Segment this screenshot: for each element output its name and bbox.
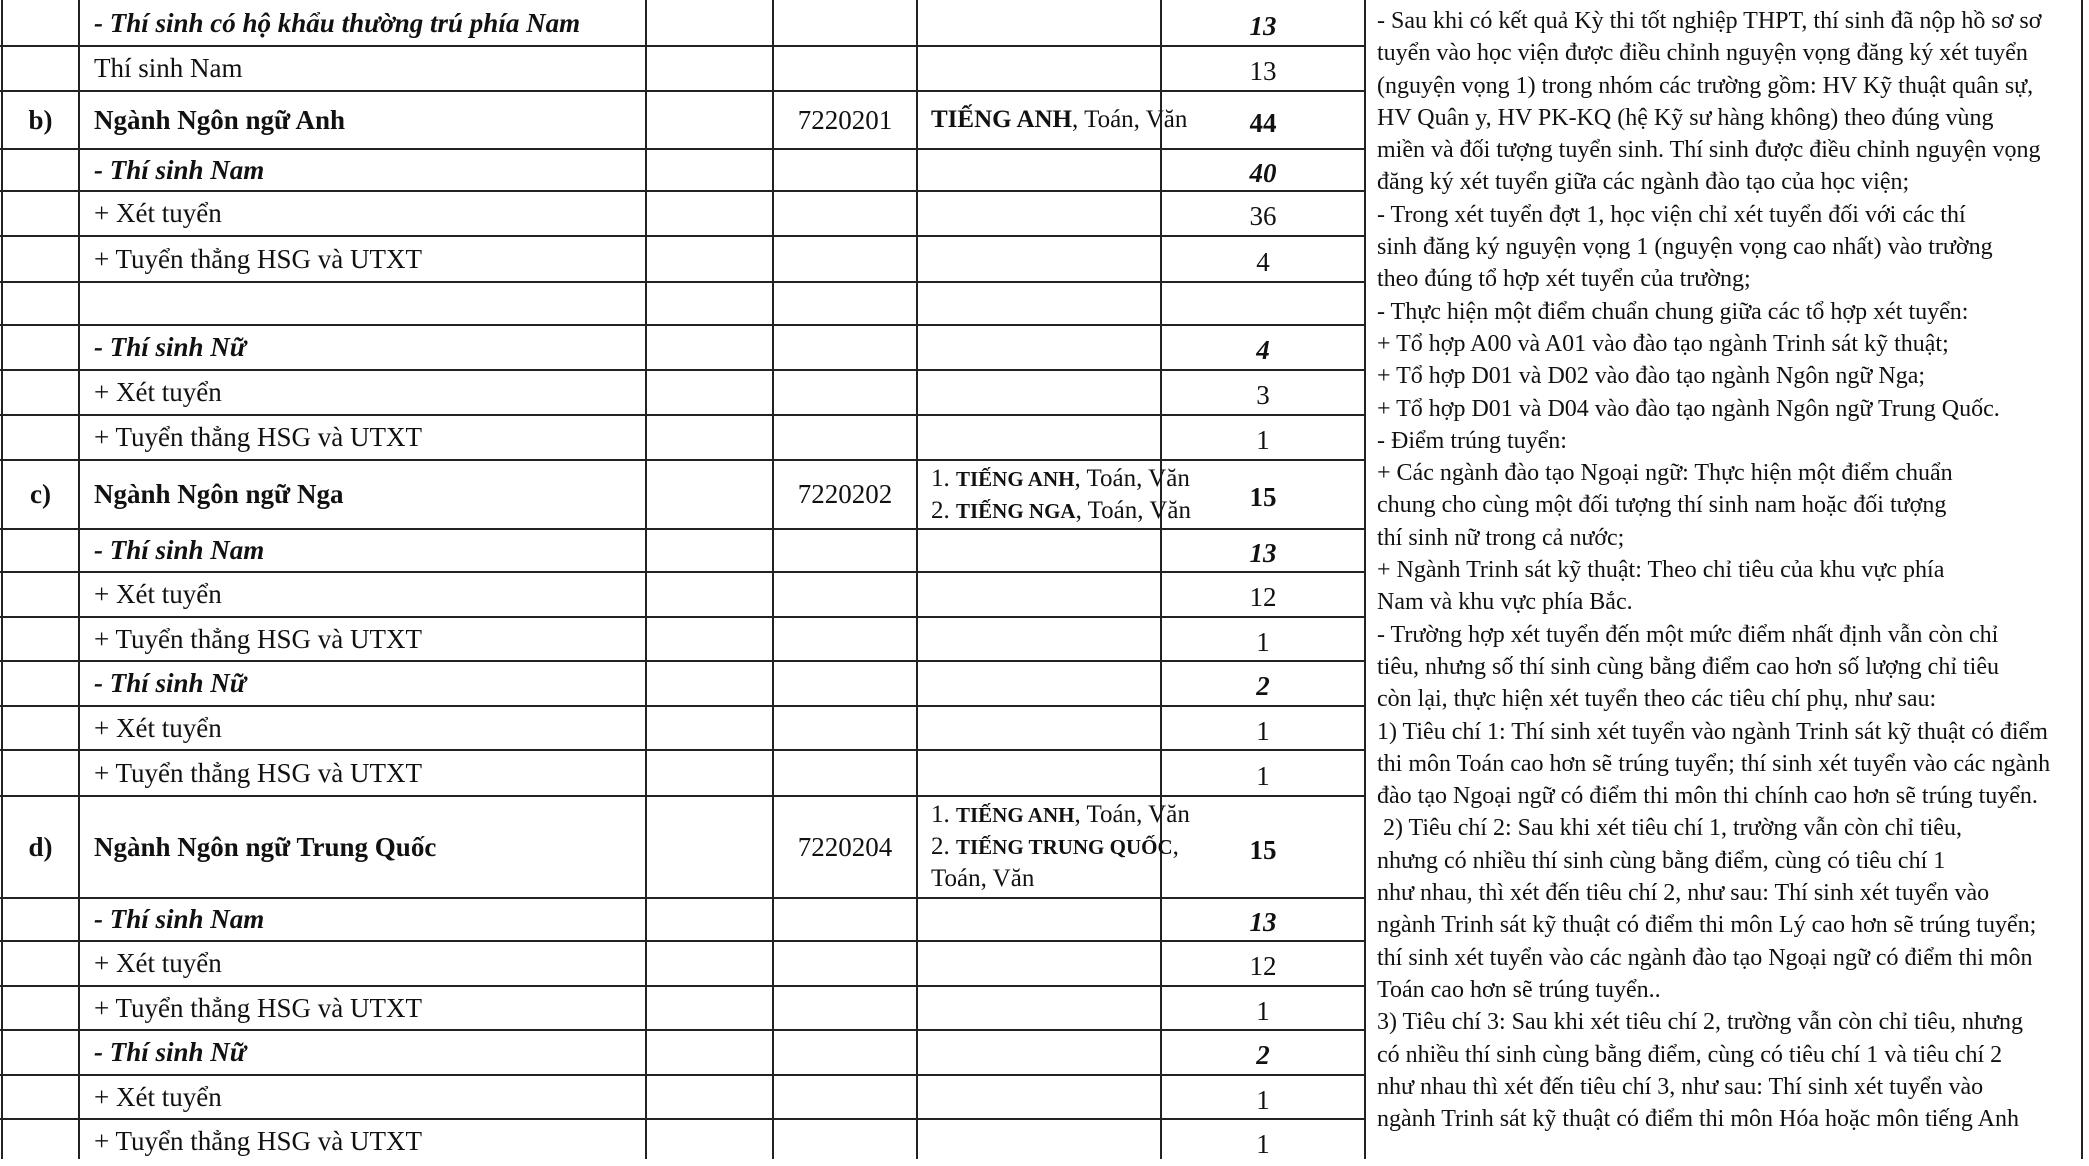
note-line: còn lại, thực hiện xét tuyển theo các tiêu chí phụ, như sau: — [1377, 686, 1937, 713]
note-line: có nhiều thí sinh cùng bằng điểm, cùng có tiêu chí 1 và tiêu chí 2 — [1377, 1041, 2003, 1068]
quota-count: 1 — [1256, 425, 1270, 455]
notes-column-border — [2081, 0, 2083, 1159]
program-code: 7220201 — [797, 104, 893, 135]
note-line: (nguyện vọng 1) trong nhóm các trường gồm: HV Kỹ thuật quân sự, — [1377, 72, 2034, 99]
row-name: + Tuyển thẳng HSG và UTXT — [94, 422, 422, 452]
quota-count: 1 — [1256, 760, 1270, 791]
quota-count: 12 — [1249, 582, 1277, 612]
quota-count: 15 — [1249, 834, 1277, 865]
note-line: + Các ngành đào tạo Ngoại ngữ: Thực hiện một điểm chuẩn — [1377, 460, 1953, 487]
quota-count: 13 — [1249, 56, 1277, 86]
quota-count: 40 — [1249, 157, 1277, 188]
note-line: như nhau thì xét đến tiêu chí 3, như sau: Thí sinh xét tuyển vào — [1377, 1073, 1984, 1100]
combination-main-subject: TIẾNG ANH — [956, 803, 1075, 827]
quota-count: 1 — [1256, 1084, 1270, 1115]
subject-combination — [931, 460, 1191, 529]
table-column-divider — [1, 0, 3, 1159]
note-line: 3) Tiêu chí 3: Sau khi xét tiêu chí 2, trường vẫn còn chỉ tiêu, nhưng — [1377, 1009, 2023, 1036]
program-code: 7220202 — [797, 479, 893, 509]
note-line: - Sau khi có kết quả Kỳ thi tốt nghiệp THPT, thí sinh đã nộp hồ sơ sơ — [1377, 8, 2042, 34]
note-line: sinh đăng ký nguyện vọng 1 (nguyện vọng cao nhất) vào trường — [1377, 234, 1993, 261]
quota-count: 2 — [1256, 1040, 1270, 1070]
quota-count: 44 — [1249, 107, 1277, 138]
row-name: + Tuyển thẳng HSG và UTXT — [94, 243, 422, 274]
note-line: Toán cao hơn sẽ trúng tuyển.. — [1377, 976, 1661, 1003]
combination-text: , Toán, Văn — [1075, 496, 1191, 524]
quota-count: 3 — [1256, 380, 1270, 410]
note-line: thi môn Toán cao hơn sẽ trúng tuyển; thí sinh xét tuyển vào các ngành — [1377, 750, 2051, 777]
note-line: + Tổ hợp A00 và A01 vào đào tạo ngành Trinh sát kỹ thuật; — [1377, 330, 1949, 357]
row-name: Ngành Ngôn ngữ Trung Quốc — [94, 831, 437, 862]
subject-combination — [931, 796, 1190, 898]
row-name: - Thí sinh Nam — [94, 904, 265, 934]
combination-main-subject: TIẾNG NGA — [956, 498, 1076, 523]
combination-line — [931, 831, 1179, 863]
note-line: tuyển vào học viện được điều chỉnh nguyện vọng đăng ký xét tuyển — [1377, 40, 2028, 67]
row-name: Thí sinh Nam — [94, 53, 243, 83]
note-line: + Tổ hợp D01 và D04 vào đào tạo ngành Ngôn ngữ Trung Quốc. — [1377, 395, 2000, 422]
quota-count: 1 — [1256, 626, 1270, 657]
note-line: tiêu, nhưng số thí sinh cùng bằng điểm cao hơn số lượng chỉ tiêu — [1377, 653, 1999, 680]
row-label: d) — [28, 831, 53, 862]
table-column-divider — [78, 0, 80, 1159]
row-label: c) — [30, 479, 51, 509]
note-line: chung cho cùng một đối tượng thí sinh nam hoặc đối tượng — [1377, 492, 1947, 519]
row-name: Ngành Ngôn ngữ Nga — [94, 479, 344, 509]
row-name: + Xét tuyển — [94, 1081, 222, 1112]
quota-count: 13 — [1249, 907, 1277, 937]
program-code: 7220204 — [797, 831, 893, 862]
admission-notes — [1377, 5, 2071, 1135]
quota-count: 15 — [1249, 482, 1277, 512]
quota-count: 12 — [1249, 951, 1277, 981]
note-line: theo đúng tổ hợp xét tuyển của trường; — [1377, 266, 1751, 293]
note-line: đăng ký xét tuyển giữa các ngành đào tạo của học viện; — [1377, 169, 1910, 196]
combination-main-subject: TIẾNG ANH — [931, 106, 1073, 133]
note-line: - Trường hợp xét tuyển đến một mức điểm nhất định vẫn còn chỉ — [1377, 621, 1999, 648]
quota-count: 13 — [1249, 10, 1277, 41]
row-label: b) — [28, 104, 53, 135]
note-line: ngành Trinh sát kỹ thuật có điểm thi môn Hóa hoặc môn tiếng Anh — [1377, 1106, 2019, 1133]
note-line: 1) Tiêu chí 1: Thí sinh xét tuyển vào ngành Trinh sát kỹ thuật có điểm — [1377, 718, 2048, 745]
combination-line — [931, 104, 1187, 136]
table-column-divider — [772, 0, 774, 1159]
note-line: 2) Tiêu chí 2: Sau khi xét tiêu chí 1, trường vẫn còn chỉ tiêu, — [1377, 815, 1962, 842]
note-line: - Trong xét tuyển đợt 1, học viện chỉ xét tuyển đối với các thí — [1377, 201, 1966, 228]
quota-count: 2 — [1256, 671, 1270, 701]
combination-line — [931, 463, 1190, 495]
combination-text: , — [1172, 833, 1179, 860]
note-line: - Điểm trúng tuyển: — [1377, 427, 1567, 454]
row-name: + Xét tuyển — [94, 377, 222, 407]
combination-text: 2. — [931, 496, 956, 524]
quota-count: 1 — [1256, 715, 1270, 746]
combination-text: Toán, Văn — [931, 865, 1035, 892]
note-line: ngành Trinh sát kỹ thuật có điểm thi môn Lý cao hơn sẽ trúng tuyển; — [1377, 912, 2037, 939]
quota-count: 1 — [1256, 995, 1270, 1026]
combination-main-subject: TIẾNG TRUNG QUỐC — [956, 835, 1173, 859]
combination-line — [931, 799, 1190, 831]
combination-text: 1. — [931, 464, 956, 492]
combination-line — [931, 495, 1191, 527]
combination-text: , Toán, Văn — [1074, 801, 1190, 828]
note-line: như nhau, thì xét đến tiêu chí 2, như sau: Thí sinh xét tuyển vào — [1377, 880, 1990, 907]
row-name: + Xét tuyển — [94, 948, 222, 978]
row-name: + Tuyển thẳng HSG và UTXT — [94, 757, 422, 788]
row-name: + Xét tuyển — [94, 198, 222, 228]
note-line: thí sinh xét tuyển vào các ngành đào tạo Ngoại ngữ có điểm thi môn — [1377, 944, 2033, 971]
row-name: - Thí sinh Nữ — [94, 332, 246, 362]
note-line: miền và đối tượng tuyển sinh. Thí sinh được điều chỉnh nguyện vọng — [1377, 137, 2041, 164]
row-name: - Thí sinh có hộ khẩu thường trú phía Nam — [94, 7, 581, 38]
note-line: nhưng có nhiều thí sinh cùng bằng điểm, cùng có tiêu chí 1 — [1377, 847, 1946, 874]
row-name: Ngành Ngôn ngữ Anh — [94, 104, 346, 135]
table-column-divider — [645, 0, 647, 1159]
quota-count: 13 — [1249, 538, 1277, 568]
quota-count: 4 — [1256, 246, 1270, 277]
note-line: HV Quân y, HV PK-KQ (hệ Kỹ sư hàng không) theo đúng vùng — [1377, 104, 1994, 131]
note-line: + Tổ hợp D01 và D02 vào đào tạo ngành Ngôn ngữ Nga; — [1377, 363, 1926, 390]
row-name: + Tuyển thẳng HSG và UTXT — [94, 1126, 422, 1156]
combination-line — [931, 863, 1034, 895]
row-name: - Thí sinh Nam — [94, 535, 265, 565]
note-line: + Ngành Trinh sát kỹ thuật: Theo chỉ tiêu của khu vực phía — [1377, 557, 1945, 584]
combination-text: , Toán, Văn — [1072, 106, 1188, 133]
table-column-divider — [916, 0, 918, 1159]
row-name: + Xét tuyển — [94, 579, 222, 609]
combination-text: 2. — [931, 833, 956, 860]
row-name: - Thí sinh Nam — [94, 154, 265, 185]
note-line: - Thực hiện một điểm chuẩn chung giữa các tổ hợp xét tuyển: — [1377, 298, 1969, 325]
row-name: - Thí sinh Nữ — [94, 1037, 246, 1067]
note-line: Nam và khu vực phía Bắc. — [1377, 589, 1633, 616]
row-name: + Tuyển thẳng HSG và UTXT — [94, 623, 422, 654]
quota-count: 1 — [1256, 1129, 1270, 1159]
combination-main-subject: TIẾNG ANH — [956, 466, 1075, 491]
note-line: thí sinh nữ trong cả nước; — [1377, 524, 1625, 551]
combination-text: , Toán, Văn — [1074, 464, 1190, 492]
quota-count: 36 — [1249, 201, 1277, 231]
row-name: + Tuyển thẳng HSG và UTXT — [94, 992, 422, 1023]
row-name: - Thí sinh Nữ — [94, 668, 246, 698]
combination-text: 1. — [931, 801, 956, 828]
quota-count: 4 — [1256, 335, 1270, 365]
subject-combination — [931, 91, 1188, 149]
note-line: đào tạo Ngoại ngữ có điểm thi môn thi chính cao hơn sẽ trúng tuyển. — [1377, 783, 2038, 810]
row-name: + Xét tuyển — [94, 712, 222, 743]
